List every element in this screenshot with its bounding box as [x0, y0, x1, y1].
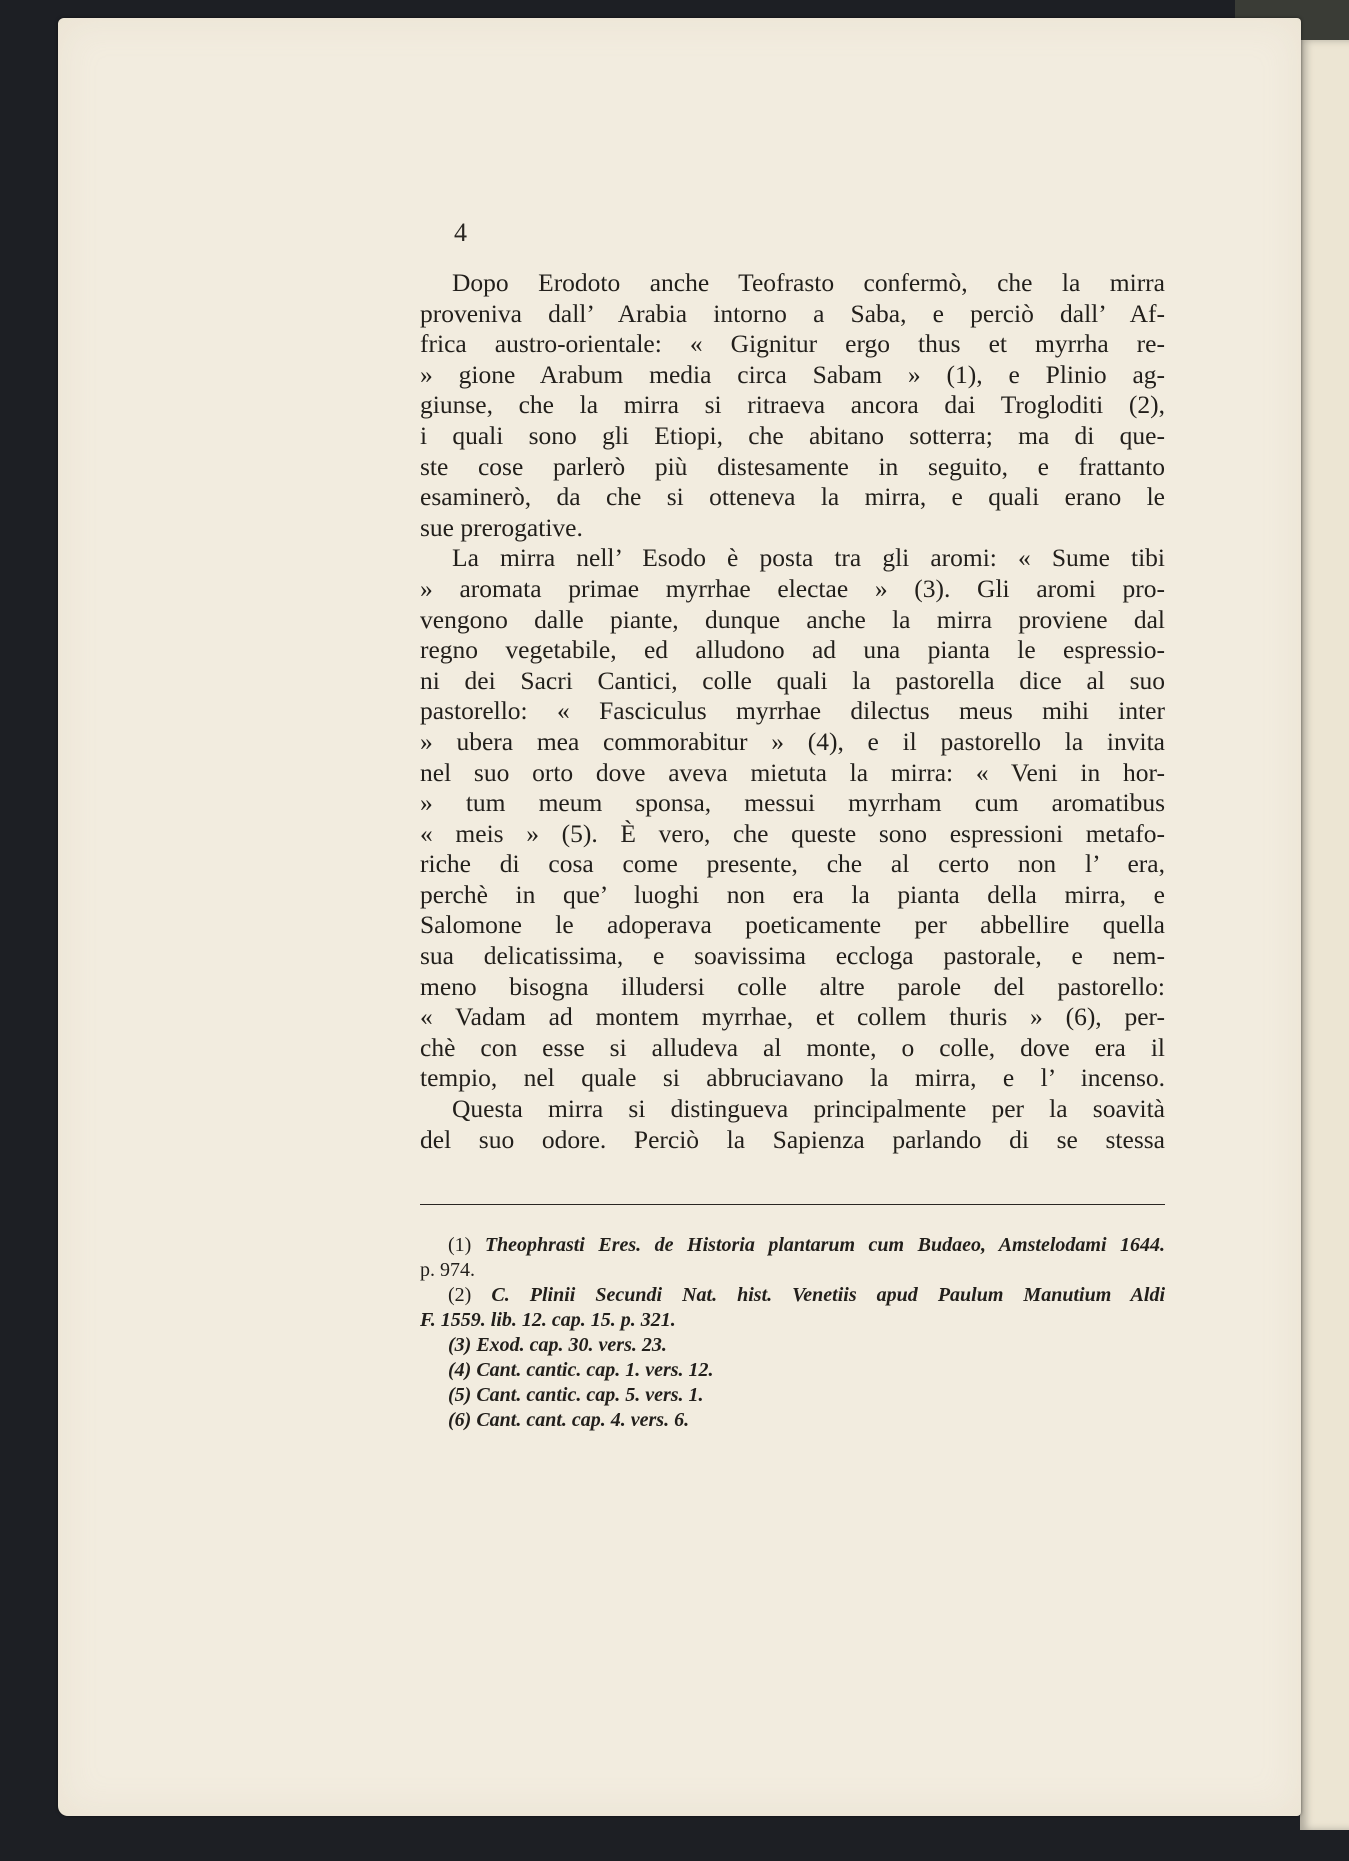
text-line: » ubera mea commorabitur » (4), e il pastorello la invita: [420, 726, 1165, 756]
text-line: ste cose parlerò più distesamente in seguito, e frattanto: [420, 451, 1165, 481]
text-line: esaminerò, da che si otteneva la mirra, e quali erano le: [420, 482, 1165, 512]
footnote-4: (4) Cant. cantic. cap. 1. vers. 12.: [448, 1359, 714, 1381]
text-line: » tum meum sponsa, messui myrrham cum aromatibus: [420, 788, 1165, 818]
text-line: vengono dalle piante, dunque anche la mirra proviene dal: [420, 604, 1165, 634]
text-line: » gione Arabum media circa Sabam » (1), e Plinio ag-: [420, 359, 1165, 389]
text-line: proveniva dall’ Arabia intorno a Saba, e perciò dall’ Af-: [420, 298, 1165, 328]
text-line: giunse, che la mirra si ritraeva ancora dai Trogloditi (2),: [420, 390, 1165, 420]
footnote-marker: (2): [448, 1284, 472, 1306]
text-line: nel suo orto dove aveva mietuta la mirra: « Veni in hor-: [420, 757, 1165, 787]
text-line: Dopo Erodoto anche Teofrasto confermò, che la mirra: [452, 268, 1165, 297]
text-line: sue prerogative.: [420, 512, 583, 542]
footnote-text: C. Plinii Secundi Nat. hist. Venetiis apud Paulum Manutium Aldi: [491, 1284, 1166, 1306]
footnote-1-continuation: p. 974.: [420, 1259, 475, 1281]
page-number: 4: [454, 218, 467, 247]
text-line: del suo odore. Perciò la Sapienza parlando di se stessa: [420, 1124, 1165, 1154]
text-line: regno vegetabile, ed alludono ad una pianta le espressio-: [420, 635, 1165, 665]
text-line: Questa mirra si distingueva principalmente per la soavità: [452, 1094, 1165, 1124]
text-line: « meis » (5). È vero, che queste sono espressioni metafo-: [420, 818, 1165, 848]
text-line: pastorello: « Fasciculus myrrhae dilectus meus mihi inter: [420, 696, 1165, 726]
footnote-1: [420, 1233, 1165, 1258]
text-line: ni dei Sacri Cantici, colle quali la pastorella dice al suo: [420, 665, 1165, 695]
footnote-marker: (1): [448, 1234, 472, 1256]
text-line: i quali sono gli Etiopi, che abitano sotterra; ma di que-: [420, 420, 1165, 450]
text-line: La mirra nell’ Esodo è posta tra gli aromi: « Sume tibi: [452, 543, 1165, 573]
text-line: frica austro-orientale: « Gignitur ergo thus et myrrha re-: [420, 329, 1165, 359]
adjacent-page-edge: [1300, 40, 1349, 1830]
footnote-2: [420, 1283, 1165, 1308]
text-line: « Vadam ad montem myrrhae, et collem thuris » (6), per-: [420, 1002, 1165, 1032]
text-line: meno bisogna illudersi colle altre parole del pastorello:: [420, 971, 1165, 1001]
text-line: tempio, nel quale si abbruciavano la mirra, e l’ incenso.: [420, 1063, 1165, 1093]
text-line: perchè in que’ luoghi non era la pianta della mirra, e: [420, 879, 1165, 909]
footnote-6: (6) Cant. cant. cap. 4. vers. 6.: [448, 1409, 690, 1431]
footnote-5: (5) Cant. cantic. cap. 5. vers. 1.: [448, 1384, 704, 1406]
text-line: riche di cosa come presente, che al certo non l’ era,: [420, 849, 1165, 879]
footnote-rule: [420, 1204, 1165, 1205]
footnotes: [420, 1233, 1165, 1433]
text-line: Salomone le adoperava poeticamente per abbellire quella: [420, 910, 1165, 940]
footnote-2-continuation: F. 1559. lib. 12. cap. 15. p. 321.: [420, 1309, 676, 1331]
text-line: » aromata primae myrrhae electae » (3). Gli aromi pro-: [420, 573, 1165, 603]
footnote-3: (3) Exod. cap. 30. vers. 23.: [448, 1334, 667, 1356]
body-text: [420, 268, 1165, 1155]
text-line: sua delicatissima, e soavissima eccloga pastorale, e nem-: [420, 941, 1165, 971]
text-line: chè con esse si alludeva al monte, o colle, dove era il: [420, 1032, 1165, 1062]
footnote-text: Theophrasti Eres. de Historia plantarum cum Budaeo, Amstelodami 1644.: [484, 1234, 1166, 1256]
